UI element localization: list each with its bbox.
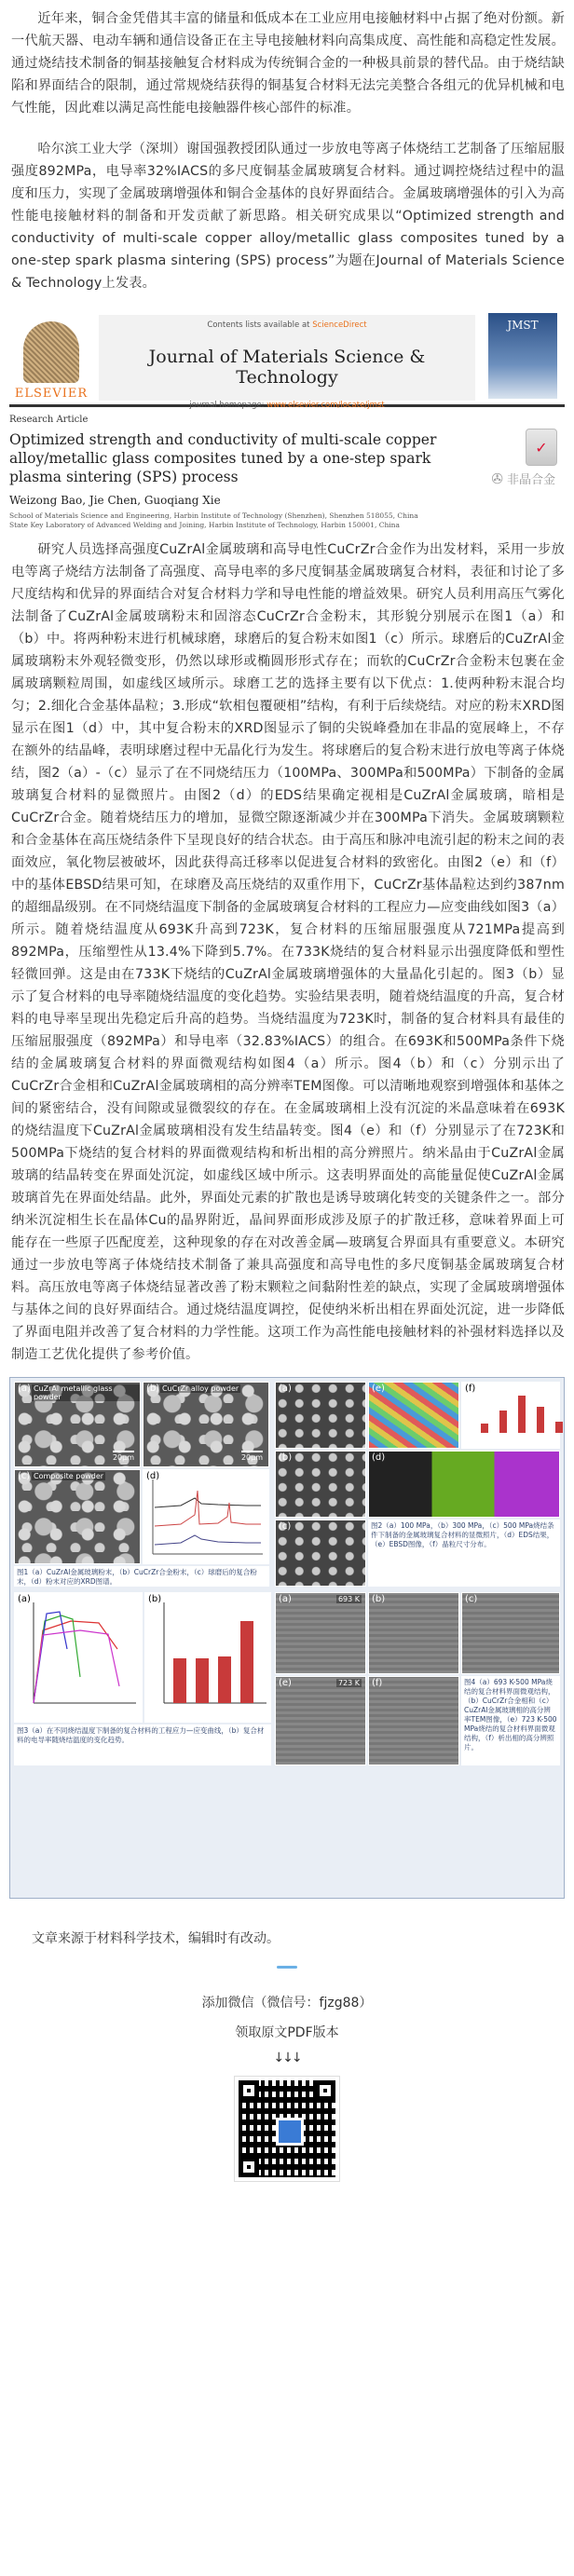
fig2-label-c: (c) — [279, 1521, 292, 1532]
paragraph-intro: 近年来，铜合金凭借其丰富的储量和低成本在工业应用电接触材料中占据了绝对份额。新一代航天器、电动车辆和通信设备正在主导电接触材料向高集成度、高性能和高稳定性发展。通过烧结技术制备的铜基接触复合材料成为传统铜合金的一种极具前景的替代品。由于烧结缺陷和界面结合的限制，通过常规烧结获得的铜基复合材料无法完美整合各组元的优异机械和电气性能，因此难以满足高性能电接触器件核心部件的标准。 — [11, 11, 565, 116]
elsevier-tree-icon — [23, 321, 79, 383]
journal-banner — [9, 307, 565, 410]
article-type: Research Article — [9, 415, 89, 425]
wechat-icon: ✇ — [491, 470, 503, 487]
qr-code[interactable] — [235, 2077, 339, 2181]
fig4-panel-f — [368, 1676, 459, 1765]
xrd-plot — [144, 1470, 268, 1563]
fig3-panel-a — [14, 1592, 143, 1723]
paragraph-research: 研究人员选择高强度CuZrAl金属玻璃和高导电性CuCrZr合金作为出发材料，采用一步放电等离子烧结方法制备了高强度、高导电率的多尺度铜基金属玻璃复合材料，表征和讨论了多尺度结构和优异的界面结合对复合材料力学和导电性能的增益效果。研究人员利用高压气雾化法制备了CuZrAl金属玻璃粉末和固溶态CuCrZr合金粉末，其形貌分别展示在图1（a）和（b）中。将两种粉末进行机械球磨，球磨后的复合粉末如图1（c）所示。球磨后的CuZrAl金属玻璃粉末外观轻微变形，仍然以球形或椭圆形形式存在；而软的CuCrZr合金粉末包裹在金属玻璃颗粒周围，如虚线区域所示。球磨工艺的选择主要有以下优点：1.使两种粉末混合均匀；2.细化合金基体晶粒；3.形成“软相包覆硬相”结构，有利于后续烧结。对应的粉末XRD图显示在图1（d）中，其中复合粉末的XRD图显示了铜的尖锐峰叠加在非晶的宽展峰上，不存在额外的结晶峰，表明球磨过程中无晶化行为发生。将球磨后的复合粉末进行放电等离子体烧结，图2（a）-（c）显示了在不同烧结压力（100MPa、300MPa和500MPa）下制备的金属玻璃复合材料的显微照片。由图2（d）的EDS结果确定视相是CuZrAl金属玻璃，暗相是CuCrZr合金。随着烧结压力的增加，显微空隙逐渐减少并在300MPa下消失。金属玻璃颗粒和合金基体在高压烧结条件下呈现良好的结合状态。由于高压和脉冲电流引起的粉末之间的表面效应，氧化物层被破坏，因此获得高迁移率以促进复合材料的致密化。由图2（e）和（f）中的基体EBSD结果可知，在球磨及高压烧结的双重作用下，CuCrZr基体晶粒达到约387nm的超细晶级别。在不同烧结温度下制备的金属玻璃复合材料的工程应力—应变曲线如图3（a）所示。随着烧结温度从693K升高到723K，复合材料的压缩屈服强度从721MPa提高到892MPa，压缩塑性从13.4%下降到5.7%。在733K烧结的复合材料显示出强度降低和塑性轻微回弹。这是由在733K下烧结的CuZrAl金属玻璃增强体的大量晶化引起的。图3（b）显示了复合材料的电导率随烧结温度的变化趋势。实验结果表明，随着烧结温度的升高，复合材料的电导率呈现出先稳定后升高的趋势。当烧结温度为723K时，制备的复合材料具有最佳的压缩屈服强度（892MPa）和导电率（32.83%IACS）的组合。在693K和500MPa条件下烧结的金属玻璃复合材料的界面微观结构如图4（a）所示。图4（b）和（c）分别示出了CuCrZr合金相和CuZrAl金属玻璃相的高分辨率TEM图像。可以清晰地观察到增强体和基体之间的紧密结合，没有间隙或显微裂纹的存在。在金属玻璃相上没有沉淀的米晶意味着在693K的烧结温度下CuZrAl金属玻璃相没有发生结晶转变。图4（e）和（f）分别显示了在723K和500MPa下烧结的复合材料的界面微观结构和析出相的高分辨照片。纳米晶由于CuZrAl金属玻璃的结晶转变在界面处沉淀，如虚线区域中所示。这表明界面处的高能量促使CuZrAl金属玻璃首先在界面处结晶。此外，界面处元素的扩散也是诱导玻璃化转变的关键条件之一。部分纳米沉淀相生长在晶体Cu的晶界附近，晶间界面形成涉及原子的扩散迁移，意味着界面上可能存在一些原子匹配度差，这种现象的存在对改善金属—玻璃复合界面具有重要意义。本研究通过一步放电等离子体烧结技术制备了兼具高强度和高导电性的多尺度铜基金属玻璃复合材料。高压放电等离子体烧结显著改善了粉末颗粒之间黏附性差的缺点，实现了金属玻璃增强体与基体之间的良好界面结合。通过烧结温度调控，促使纳米析出相在界面处沉淀，进一步降低了界面电阻并改善了复合材料的力学性能。这项工作为高性能电接触材料的补强材料选择以及制造工艺优化提供了参考价值。 — [11, 542, 565, 1362]
fig1-panel-a — [14, 1382, 141, 1467]
publisher-name: ELSEVIER — [14, 387, 89, 401]
hist-bar — [555, 1422, 563, 1433]
grain-size-histogram — [481, 1396, 563, 1433]
homepage-text: journal homepage: — [189, 401, 265, 410]
fig3-label-a: (a) — [18, 1594, 31, 1604]
conductivity-plot — [145, 1593, 270, 1722]
fig2-label-b: (b) — [279, 1452, 293, 1463]
fig4-caption: 图4（a）693 K-500 MPa烧结的复合材料界面微观结构，（b）CuCrZr合金相和（c）CuZrAl金属玻璃相的高分辨率TEM图像，（e）723 K-500 MPa烧结的复合材料界面微观结构，（f）析出相的高分辨照片。 — [461, 1676, 560, 1765]
sciencedirect-link[interactable]: ScienceDirect — [312, 320, 367, 330]
fig1-panel-d — [143, 1469, 269, 1564]
crossmark-icon[interactable]: ✓ — [526, 429, 557, 466]
qr-finder-icon — [315, 2080, 335, 2101]
fig4-label-e: (e) — [279, 1678, 292, 1688]
fig2-panel-c — [275, 1520, 366, 1587]
hist-bar — [537, 1407, 544, 1433]
hist-bar — [518, 1396, 526, 1433]
fig2-panel-a — [275, 1382, 366, 1449]
fig1-panel-c — [14, 1469, 141, 1564]
fig4-label-b: (b) — [372, 1594, 386, 1604]
fig2-label-a: (a) — [279, 1383, 292, 1394]
fig2-label-e: (e) — [372, 1383, 385, 1394]
wechat-prompt: 添加微信（微信号：fjzg88） — [201, 1996, 373, 2010]
hist-bar — [481, 1424, 488, 1433]
fig1-label-b: (b) — [146, 1383, 160, 1394]
fig1-panel-b — [143, 1382, 269, 1467]
fig4-panel-b — [368, 1592, 459, 1674]
fig1-label-a: (a) — [18, 1383, 31, 1394]
more-indicator[interactable] — [277, 1966, 297, 1969]
watermark-text: 非晶合金 — [506, 473, 555, 487]
fig4-tag-723: 723 K — [337, 1679, 360, 1687]
fig2-caption: 图2（a）100 MPa，（b）300 MPa，（c）500 MPa烧结条件下制备的金属玻璃复合材料的显微照片，（d）EDS结果，（e）EBSD图像，（f）晶粒尺寸分布。 — [368, 1520, 560, 1587]
scale-bar: 20μm — [113, 1451, 134, 1462]
conductivity-bar — [218, 1656, 231, 1703]
fig4-panel-e — [275, 1676, 366, 1765]
fig3-caption: 图3（a）在不同烧结温度下制备的复合材料的工程应力—应变曲线，（b）复合材料的电导率随烧结温度的变化趋势。 — [14, 1724, 271, 1765]
hist-bar — [499, 1411, 507, 1433]
fig2-panel-f — [461, 1382, 560, 1449]
fig4-label-f: (f) — [372, 1678, 383, 1688]
fig4-panel-a — [275, 1592, 366, 1674]
fig2-panel-e — [368, 1382, 459, 1449]
stress-strain-plot — [15, 1593, 142, 1722]
paper-authors: Weizong Bao, Jie Chen, Guoqiang Xie — [9, 494, 221, 507]
qr-finder-icon — [239, 2080, 259, 2101]
conductivity-bar — [196, 1658, 209, 1703]
fig1-label-c: (c) — [18, 1471, 31, 1481]
fig2-label-d: (d) — [372, 1452, 386, 1463]
journal-info — [99, 315, 475, 410]
figure-composite — [9, 1377, 565, 1899]
fig1-tag-b: CuCrZr alloy powder — [162, 1384, 239, 1393]
fig3-label-b: (b) — [148, 1594, 162, 1604]
affiliation-b: State Key Laboratory of Advanced Welding and Joining, Harbin Institute of Technology, Harbin 150001, China — [9, 521, 400, 529]
paper-header — [9, 307, 565, 529]
fig2-label-f: (f) — [465, 1383, 476, 1394]
qr-logo-icon — [276, 2118, 304, 2146]
available-text: Contents lists available at — [207, 320, 310, 330]
qr-finder-icon — [239, 2157, 259, 2177]
fig4-label-a: (a) — [279, 1594, 292, 1604]
journal-cover-image: JMST — [488, 313, 557, 399]
affiliation-a: School of Materials Science and Engineering, Harbin Institute of Technology (Shenzhen), Shenzhen 518055, China — [9, 511, 418, 520]
conductivity-bar — [173, 1658, 186, 1703]
fig1-tag-c: Composite powder — [34, 1472, 104, 1480]
fig1-caption: 图1（a）CuZrAl金属玻璃粉末，（b）CuCrZr合金粉末，（c）球磨后的复合粉末，（d）粉末对应的XRD图谱。 — [14, 1566, 269, 1587]
elsevier-logo — [9, 307, 93, 404]
homepage-link[interactable]: www.elsevier.com/locate/jmst — [266, 401, 385, 410]
journal-cover — [481, 307, 565, 404]
down-arrows-icon: ↓↓↓ — [273, 2051, 301, 2065]
source-note: 文章来源于材料科学技术，编辑时有改动。 — [32, 1931, 280, 1946]
fig4-tag-693: 693 K — [337, 1595, 360, 1603]
fig1-label-d: (d) — [146, 1471, 160, 1481]
conductivity-bar — [240, 1621, 253, 1703]
fig4-label-c: (c) — [465, 1594, 478, 1604]
fig4-panel-c — [461, 1592, 560, 1674]
pdf-prompt: 领取原文PDF版本 — [235, 2025, 339, 2040]
fig2-panel-b — [275, 1451, 366, 1518]
fig2-panel-d — [368, 1451, 560, 1518]
fig3-panel-b — [144, 1592, 271, 1723]
paper-title: Optimized strength and conductivity of multi-scale copper alloy/metallic glass composites tuned by a one-step spark plasma sintering (SPS) process — [9, 431, 437, 485]
journal-title: Journal of Materials Science & Technology — [148, 347, 426, 388]
paragraph-team: 哈尔滨工业大学（深圳）谢国强教授团队通过一步放电等离子体烧结工艺制备了压缩屈服强度892MPa，电导率32%IACS的多尺度铜基金属玻璃复合材料。通过调控烧结过程中的温度和压力，实现了金属玻璃增强体和铜合金基体的良好界面结合。金属玻璃增强体的引入为高性能电接触材料的制备和开发贡献了新思路。相关研究成果以“Optimized strength and conductivity of multi-scale copper alloy/metallic glass composites tuned by a one-step spark plasma sintering (SPS) process”为题在Journal of Materials Science & Technology上发表。 — [11, 142, 565, 291]
fig1-tag-a: CuZrAl metallic glass powder — [32, 1384, 140, 1401]
watermark — [491, 470, 555, 487]
scale-bar: 20μm — [241, 1451, 263, 1462]
